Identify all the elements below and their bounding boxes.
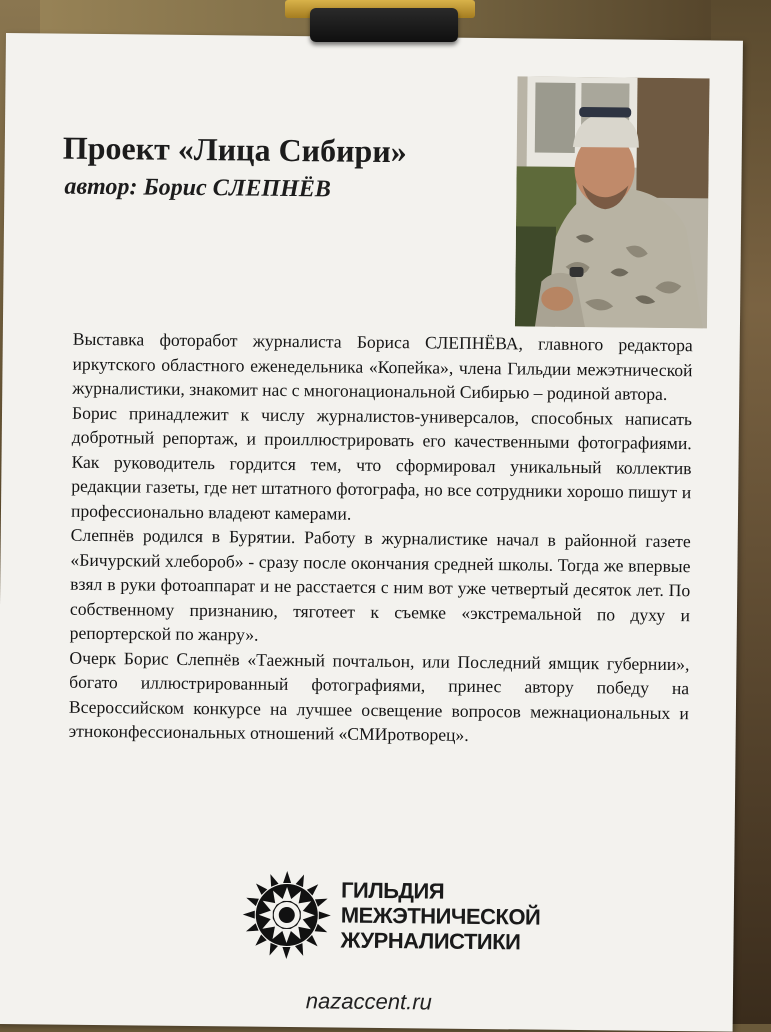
author-photo: [515, 76, 710, 328]
guild-logo-text: [340, 878, 540, 955]
paragraph: Очерк Борис Слепнёв «Таежный почтальон, или Последний ямщик губернии», богато иллюстрированный фотографиями, принес автору победу на Всероссийском конкурсе на лучшее освещение вопросов межнациональных и этноконфессиональных отношений «СМИротворец».: [68, 647, 690, 745]
poster-title: Проект «Лица Сибири»: [62, 129, 407, 170]
body-text: [69, 327, 693, 750]
poster: [0, 33, 743, 1032]
logo-line: ГИЛЬДИЯ: [340, 877, 445, 904]
poster-subtitle: автор: Борис СЛЕПНЁВ: [64, 173, 331, 203]
guild-sun-emblem-icon: [240, 869, 333, 962]
logo-line: ЖУРНАЛИСТИКИ: [340, 927, 521, 955]
paragraph: Борис принадлежит к числу журналистов-универсалов, способных написать добротный репортаж, и проиллюстрировать его качественными фотографиями. Как руководитель гордится тем, что сформировал уникальный коллектив редакции газеты, где нет штатного фотографа, но все сотрудники хорошо пишут и профессионально владеют камерами.: [70, 402, 693, 524]
website-url: nazaccent.ru: [305, 988, 432, 1015]
paragraph: Слепнёв родился в Бурятии. Работу в журналистике начал в районной газете «Бичурский хлебороб» - сразу после окончания средней школы. Тогда же впервые взял в руки фотоаппарат и не расстается с ним вот уже четвертый десяток лет. По собственному признанию, тяготеет к съемке «экстремальной по духу и репортерской по жанру».: [69, 524, 691, 645]
binder-clip: [310, 8, 458, 42]
paragraph: Выставка фоторабот журналиста Бориса СЛЕПНЁВА, главного редактора иркутского областного еженедельника «Копейка», члена Гильдии межэтнической журналистики, знакомит нас с многонациональной Сибирью – родиной автора.: [72, 328, 693, 404]
guild-logo: [240, 869, 541, 964]
logo-line: МЕЖЭТНИЧЕСКОЙ: [340, 902, 541, 930]
